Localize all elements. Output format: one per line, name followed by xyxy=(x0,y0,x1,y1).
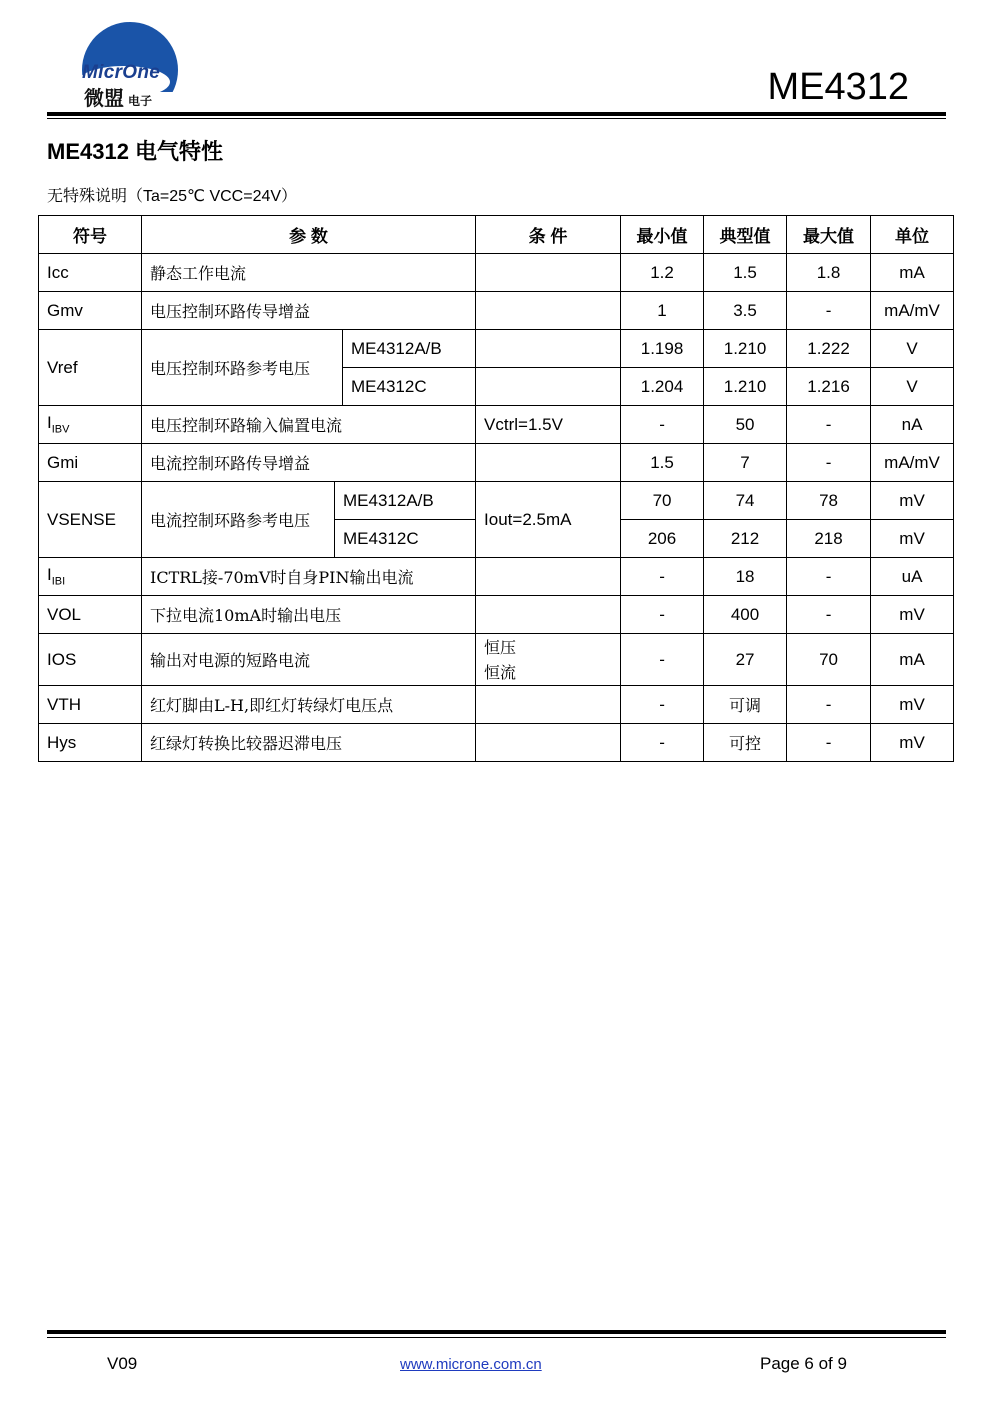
cell-typ: 可调 xyxy=(704,686,787,724)
cell-parameter: 电流控制环路传导增益 xyxy=(142,444,476,482)
cell-typ: 400 xyxy=(704,596,787,634)
cell-unit: nA xyxy=(871,406,954,444)
cell-typ: 74 xyxy=(704,482,787,520)
table-row-gmi xyxy=(39,444,954,482)
footer-page-number: Page 6 of 9 xyxy=(760,1354,847,1373)
cell-typ: 212 xyxy=(704,520,787,558)
cell-min: - xyxy=(621,596,704,634)
section-title: ME4312 电气特性 xyxy=(47,139,224,164)
cell-variant: ME4312C xyxy=(343,368,476,406)
cell-typ: 1.210 xyxy=(704,330,787,368)
cell-symbol: Gmv xyxy=(39,292,142,330)
table-row-vsense-ab xyxy=(39,482,954,520)
cell-min: 1.5 xyxy=(621,444,704,482)
document-title: ME4312 xyxy=(767,66,909,108)
cell-max: - xyxy=(787,724,871,762)
logo-english-text: MicrOne xyxy=(82,62,161,83)
cell-max: 78 xyxy=(787,482,871,520)
cell-unit: mA/mV xyxy=(871,444,954,482)
cell-unit: mA/mV xyxy=(871,292,954,330)
cell-max: 70 xyxy=(787,634,871,686)
table-row-vol xyxy=(39,596,954,634)
cell-condition xyxy=(476,330,621,368)
cell-max: - xyxy=(787,596,871,634)
cell-variant: ME4312A/B xyxy=(335,482,476,520)
cell-parameter: 静态工作电流 xyxy=(142,254,476,292)
cell-min: 1 xyxy=(621,292,704,330)
cell-min: 206 xyxy=(621,520,704,558)
logo-chinese-text: 微盟 电子 xyxy=(84,88,153,110)
footer-rule-thick xyxy=(47,1330,946,1334)
cell-condition: Iout=2.5mA xyxy=(476,482,621,558)
cell-condition: Vctrl=1.5V xyxy=(476,406,621,444)
cell-condition xyxy=(476,254,621,292)
cell-min: 1.198 xyxy=(621,330,704,368)
cell-condition xyxy=(476,724,621,762)
table-row-ios xyxy=(39,634,954,686)
cell-symbol: VTH xyxy=(39,686,142,724)
cell-condition xyxy=(476,292,621,330)
cell-typ: 3.5 xyxy=(704,292,787,330)
header-rule-thick xyxy=(47,112,946,116)
cell-unit: mV xyxy=(871,724,954,762)
table-row-vref-ab xyxy=(39,330,954,368)
cell-min: - xyxy=(621,406,704,444)
cell-unit: mV xyxy=(871,596,954,634)
header-min: 最小值 xyxy=(621,216,704,254)
cell-min: - xyxy=(621,558,704,596)
table-row-icc xyxy=(39,254,954,292)
cell-parameter: 红绿灯转换比较器迟滞电压 xyxy=(142,724,476,762)
footer-version: V09 xyxy=(107,1354,138,1373)
cell-parameter: 下拉电流10mA时输出电压 xyxy=(142,596,476,634)
cell-symbol: IOS xyxy=(39,634,142,686)
cell-symbol: Gmi xyxy=(39,444,142,482)
cell-min: 1.2 xyxy=(621,254,704,292)
condition-line-1: 恒压 xyxy=(484,637,517,657)
cell-variant: ME4312A/B xyxy=(343,330,476,368)
cell-typ: 27 xyxy=(704,634,787,686)
cell-parameter: ICTRL接-70mV时自身PIN输出电流 xyxy=(142,558,476,596)
table-row-ibv xyxy=(39,406,954,444)
cell-max: - xyxy=(787,406,871,444)
header-condition: 条 件 xyxy=(476,216,621,254)
cell-parameter: 电压控制环路输入偏置电流 xyxy=(142,406,476,444)
table-row-ibi xyxy=(39,558,954,596)
cell-condition xyxy=(476,634,621,686)
cell-unit: mV xyxy=(871,686,954,724)
header-unit: 单位 xyxy=(871,216,954,254)
test-conditions-note: 无特殊说明（Ta=25℃ VCC=24V） xyxy=(47,188,298,205)
cell-max: 1.222 xyxy=(787,330,871,368)
cell-max: 1.216 xyxy=(787,368,871,406)
cell-parameter: 电流控制环路参考电压 xyxy=(142,482,335,558)
cell-symbol: Vref xyxy=(39,330,142,406)
cell-parameter: 红灯脚由L-H,即红灯转绿灯电压点 xyxy=(142,686,476,724)
cell-max: - xyxy=(787,686,871,724)
cell-symbol: $I_{IBV}$ xyxy=(39,406,142,444)
footer-rule-thin xyxy=(47,1337,946,1338)
header-parameter: 参 数 xyxy=(142,216,476,254)
cell-min: 1.204 xyxy=(621,368,704,406)
cell-typ: 1.210 xyxy=(704,368,787,406)
electrical-characteristics-table xyxy=(38,215,954,762)
cell-typ: 可控 xyxy=(704,724,787,762)
table-row-gmv xyxy=(39,292,954,330)
cell-max: 218 xyxy=(787,520,871,558)
cell-typ: 50 xyxy=(704,406,787,444)
table-header-row xyxy=(39,216,954,254)
cell-unit: V xyxy=(871,368,954,406)
cell-condition xyxy=(476,596,621,634)
cell-min: 70 xyxy=(621,482,704,520)
cell-unit: mV xyxy=(871,482,954,520)
table-row-vth xyxy=(39,686,954,724)
cell-unit: V xyxy=(871,330,954,368)
cell-max: - xyxy=(787,558,871,596)
cell-symbol: Hys xyxy=(39,724,142,762)
header-rule-thin xyxy=(47,118,946,119)
cell-parameter: 电压控制环路传导增益 xyxy=(142,292,476,330)
cell-condition xyxy=(476,444,621,482)
cell-typ: 7 xyxy=(704,444,787,482)
cell-symbol: Icc xyxy=(39,254,142,292)
table-row-hys xyxy=(39,724,954,762)
condition-line-2: 恒流 xyxy=(484,662,517,682)
cell-min: - xyxy=(621,724,704,762)
cell-max: - xyxy=(787,292,871,330)
cell-unit: mA xyxy=(871,634,954,686)
cell-symbol: VOL xyxy=(39,596,142,634)
cell-symbol: VSENSE xyxy=(39,482,142,558)
cell-unit: mA xyxy=(871,254,954,292)
cell-max: - xyxy=(787,444,871,482)
cell-condition xyxy=(476,368,621,406)
cell-parameter: 输出对电源的短路电流 xyxy=(142,634,476,686)
cell-min: - xyxy=(621,634,704,686)
cell-parameter: 电压控制环路参考电压 xyxy=(142,330,343,406)
cell-typ: 18 xyxy=(704,558,787,596)
cell-typ: 1.5 xyxy=(704,254,787,292)
header-typ: 典型值 xyxy=(704,216,787,254)
cell-min: - xyxy=(621,686,704,724)
cell-unit: mV xyxy=(871,520,954,558)
cell-unit: uA xyxy=(871,558,954,596)
footer-website-link[interactable]: www.microne.com.cn xyxy=(400,1356,542,1373)
cell-condition xyxy=(476,686,621,724)
cell-condition xyxy=(476,558,621,596)
cell-symbol: $I_{IBI}$ xyxy=(39,558,142,596)
cell-max: 1.8 xyxy=(787,254,871,292)
cell-variant: ME4312C xyxy=(335,520,476,558)
header-max: 最大值 xyxy=(787,216,871,254)
header-symbol: 符号 xyxy=(39,216,142,254)
